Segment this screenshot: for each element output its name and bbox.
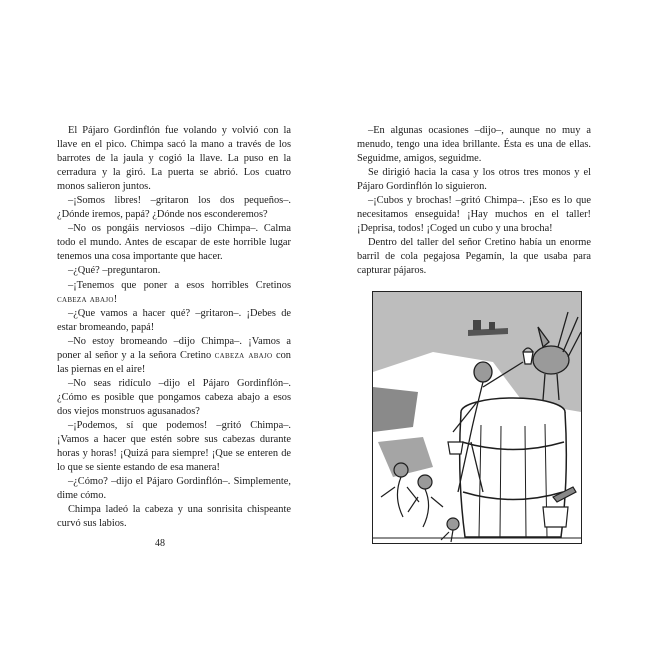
text-run: con las piernas en el aire! xyxy=(57,349,291,375)
text-run: –No estoy bromeando –dijo Chimpa–. ¡Vamos a poner al señor y a la señora Cretino xyxy=(57,335,291,361)
small-caps-text: cabeza abajo xyxy=(57,293,114,305)
right-text-block xyxy=(357,124,591,279)
text-run: –¡Tenemos que poner a esos horribles Cretinos xyxy=(68,279,291,291)
jar xyxy=(473,320,481,330)
paragraph: –¡Cubos y brochas! –gritó Chimpa–. ¡Eso es lo que necesitamos enseguida! ¡Hay muchos en el taller! ¡Deprisa, todos! ¡Coged un cubo y una brocha! xyxy=(357,195,591,235)
paragraph xyxy=(57,335,291,377)
left-text-block xyxy=(57,124,291,531)
paragraph xyxy=(57,279,291,307)
text-run: ! xyxy=(113,293,118,305)
paragraph: El Pájaro Gordinflón fue volando y volvió con la llave en el pico. Chimpa sacó la mano a través de los barrotes de la jaula y cogió la llave. La puso en la cerradura y la giró. La puerta se abrió. Los cuatro monos salieron juntos. xyxy=(57,125,291,193)
paragraph: –¡Somos libres! –gritaron los dos pequeños–. ¿Dónde iremos, papá? ¿Dónde nos esconderemos? xyxy=(57,195,291,221)
paragraph: –¡Podemos, sí que podemos! –gritó Chimpa–. ¡Vamos a hacer que estén sobre sus cabezas durante horas y horas! ¡Quizá para siempre! ¡Que se enteren de lo que se siente estando de esa manera! xyxy=(57,419,291,474)
paragraph: Dentro del taller del señor Cretino había un enorme barril de cola pegajosa Pegamín, la que usaba para capturar pájaros. xyxy=(357,237,591,277)
small-caps-text: cabeza abajo xyxy=(214,349,273,361)
paragraph: Se dirigió hacia la casa y los otros tres monos y el Pájaro Gordinflón lo siguieron. xyxy=(357,167,591,193)
paragraph: –No os pongáis nerviosos –dijo Chimpa–. Calma todo el mundo. Antes de escapar de este horrible lugar tenemos una cosa importante que hacer. xyxy=(57,223,291,263)
paragraph: –¿Cómo? –dijo el Pájaro Gordinflón–. Simplemente, dime cómo. xyxy=(57,476,291,502)
right-page xyxy=(323,0,646,646)
paragraph: –No seas ridículo –dijo el Pájaro Gordinflón–. ¿Cómo es posible que pongamos cabeza abajo a esos dos viejos monstruos agusanados? xyxy=(57,377,291,417)
page-number: 48 xyxy=(155,538,165,549)
bucket xyxy=(448,442,463,454)
jar xyxy=(489,322,495,330)
paragraph: –¿Qué? –preguntaron. xyxy=(68,265,161,277)
workshop-illustration xyxy=(372,291,582,544)
shadow-wash xyxy=(373,387,418,432)
paragraph: –¿Que vamos a hacer qué? –gritaron–. ¡Debes de estar bromeando, papá! xyxy=(57,307,291,333)
paragraph: Chimpa ladeó la cabeza y una sonrisita chispeante curvó sus labios. xyxy=(57,504,291,530)
illustration-drawing xyxy=(373,292,581,543)
paragraph: –En algunas ocasiones –dijo–, aunque no muy a menudo, tengo una idea brillante. Ésta es una de ellas. Seguidme, amigos, seguidme. xyxy=(357,125,591,165)
